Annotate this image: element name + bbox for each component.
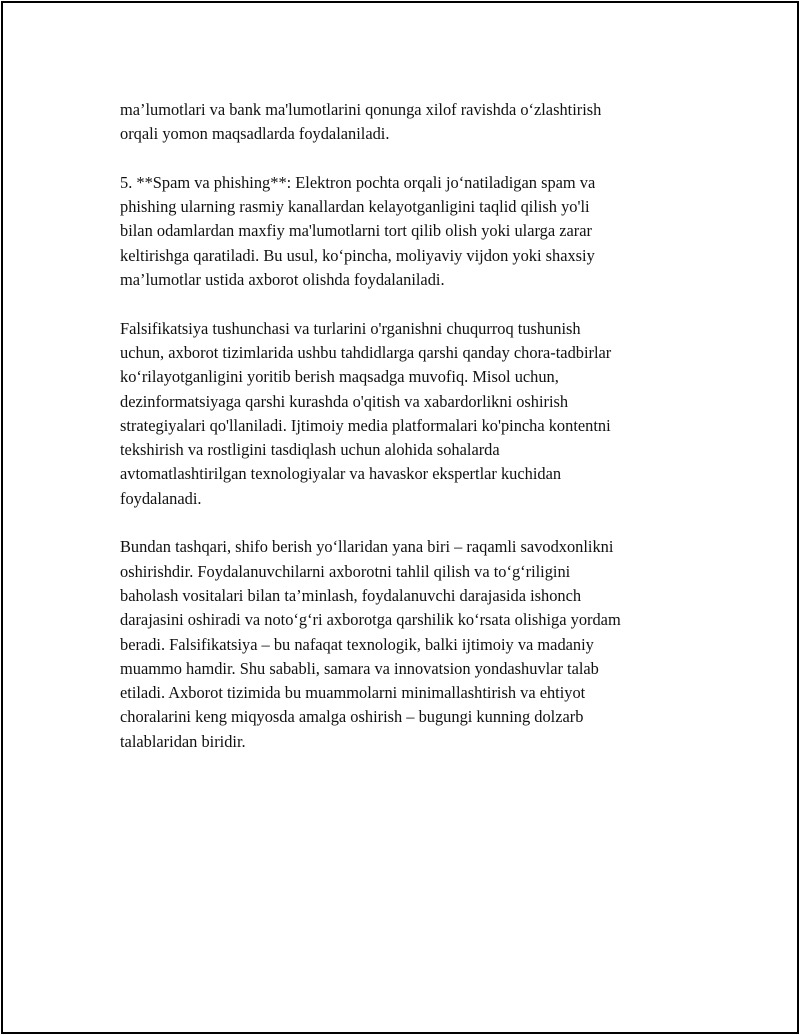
page-frame bbox=[1, 1, 799, 1034]
text-line: orqali yomon maqsadlarda foydalaniladi. bbox=[120, 124, 390, 144]
text-line: strategiyalari qo'llaniladi. Ijtimoiy media platformalari ko'pincha kontentni bbox=[120, 415, 611, 435]
text-line: Falsifikatsiya tushunchasi va turlarini o'rganishni chuqurroq tushunish bbox=[120, 318, 581, 338]
paragraph-4 bbox=[120, 535, 700, 754]
paragraph-3 bbox=[120, 317, 700, 511]
text-line: uchun, axborot tizimlarida ushbu tahdidlarga qarshi qanday chora-tadbirlar bbox=[120, 342, 612, 362]
text-line: ko‘rilayotganligini yoritib berish maqsadga muvofiq. Misol uchun, bbox=[120, 367, 559, 387]
paragraph-2 bbox=[120, 171, 700, 292]
text-line: muammo hamdir. Shu sababli, samara va innovatsion yondashuvlar talab bbox=[120, 658, 599, 678]
text-line: ma’lumotlari va bank ma'lumotlarini qonunga xilof ravishda o‘zlashtirish bbox=[120, 100, 602, 119]
text-line: baholash vositalari bilan ta’minlash, foydalanuvchi darajasida ishonch bbox=[120, 585, 582, 605]
text-line: ma’lumotlar ustida axborot olishda foydalaniladi. bbox=[120, 270, 445, 290]
text-line: etiladi. Axborot tizimida bu muammolarni minimallashtirish va ehtiyot bbox=[120, 683, 586, 703]
text-line: dezinformatsiyaga qarshi kurashda o'qitish va xabardorlikni oshirish bbox=[120, 391, 569, 411]
text-line: foydalanadi. bbox=[120, 488, 202, 508]
text-line: tekshirish va rostligini tasdiqlash uchun alohida sohalarda bbox=[120, 440, 500, 460]
text-line: 5. **Spam va phishing**: Elektron pochta orqali jo‘natiladigan spam va bbox=[120, 172, 596, 192]
text-line: keltirishga qaratiladi. Bu usul, ko‘pincha, moliyaviy vijdon yoki shaxsiy bbox=[120, 245, 595, 265]
text-line: phishing ularning rasmiy kanallardan kelayotganligini taqlid qilish yo'li bbox=[120, 197, 590, 217]
document-body bbox=[120, 98, 700, 778]
text-line: choralarini keng miqyosda amalga oshirish – bugungi kunning dolzarb bbox=[120, 707, 584, 727]
text-line: bilan odamlardan maxfiy ma'lumotlarni tort qilib olish yoki ularga zarar bbox=[120, 221, 592, 241]
text-line: oshirishdir. Foydalanuvchilarni axborotni tahlil qilish va to‘g‘riligini bbox=[120, 561, 571, 581]
text-line: beradi. Falsifikatsiya – bu nafaqat texnologik, balki ijtimoiy va madaniy bbox=[120, 634, 594, 654]
text-line: avtomatlashtirilgan texnologiyalar va havaskor ekspertlar kuchidan bbox=[120, 464, 562, 484]
text-line: Bundan tashqari, shifo berish yo‘llaridan yana biri – raqamli savodxonlikni bbox=[120, 537, 614, 557]
text-line: talablaridan biridir. bbox=[120, 731, 246, 751]
paragraph-1 bbox=[120, 98, 700, 147]
text-line: darajasini oshiradi va noto‘g‘ri axborotga qarshilik ko‘rsata olishiga yordam bbox=[120, 610, 621, 630]
